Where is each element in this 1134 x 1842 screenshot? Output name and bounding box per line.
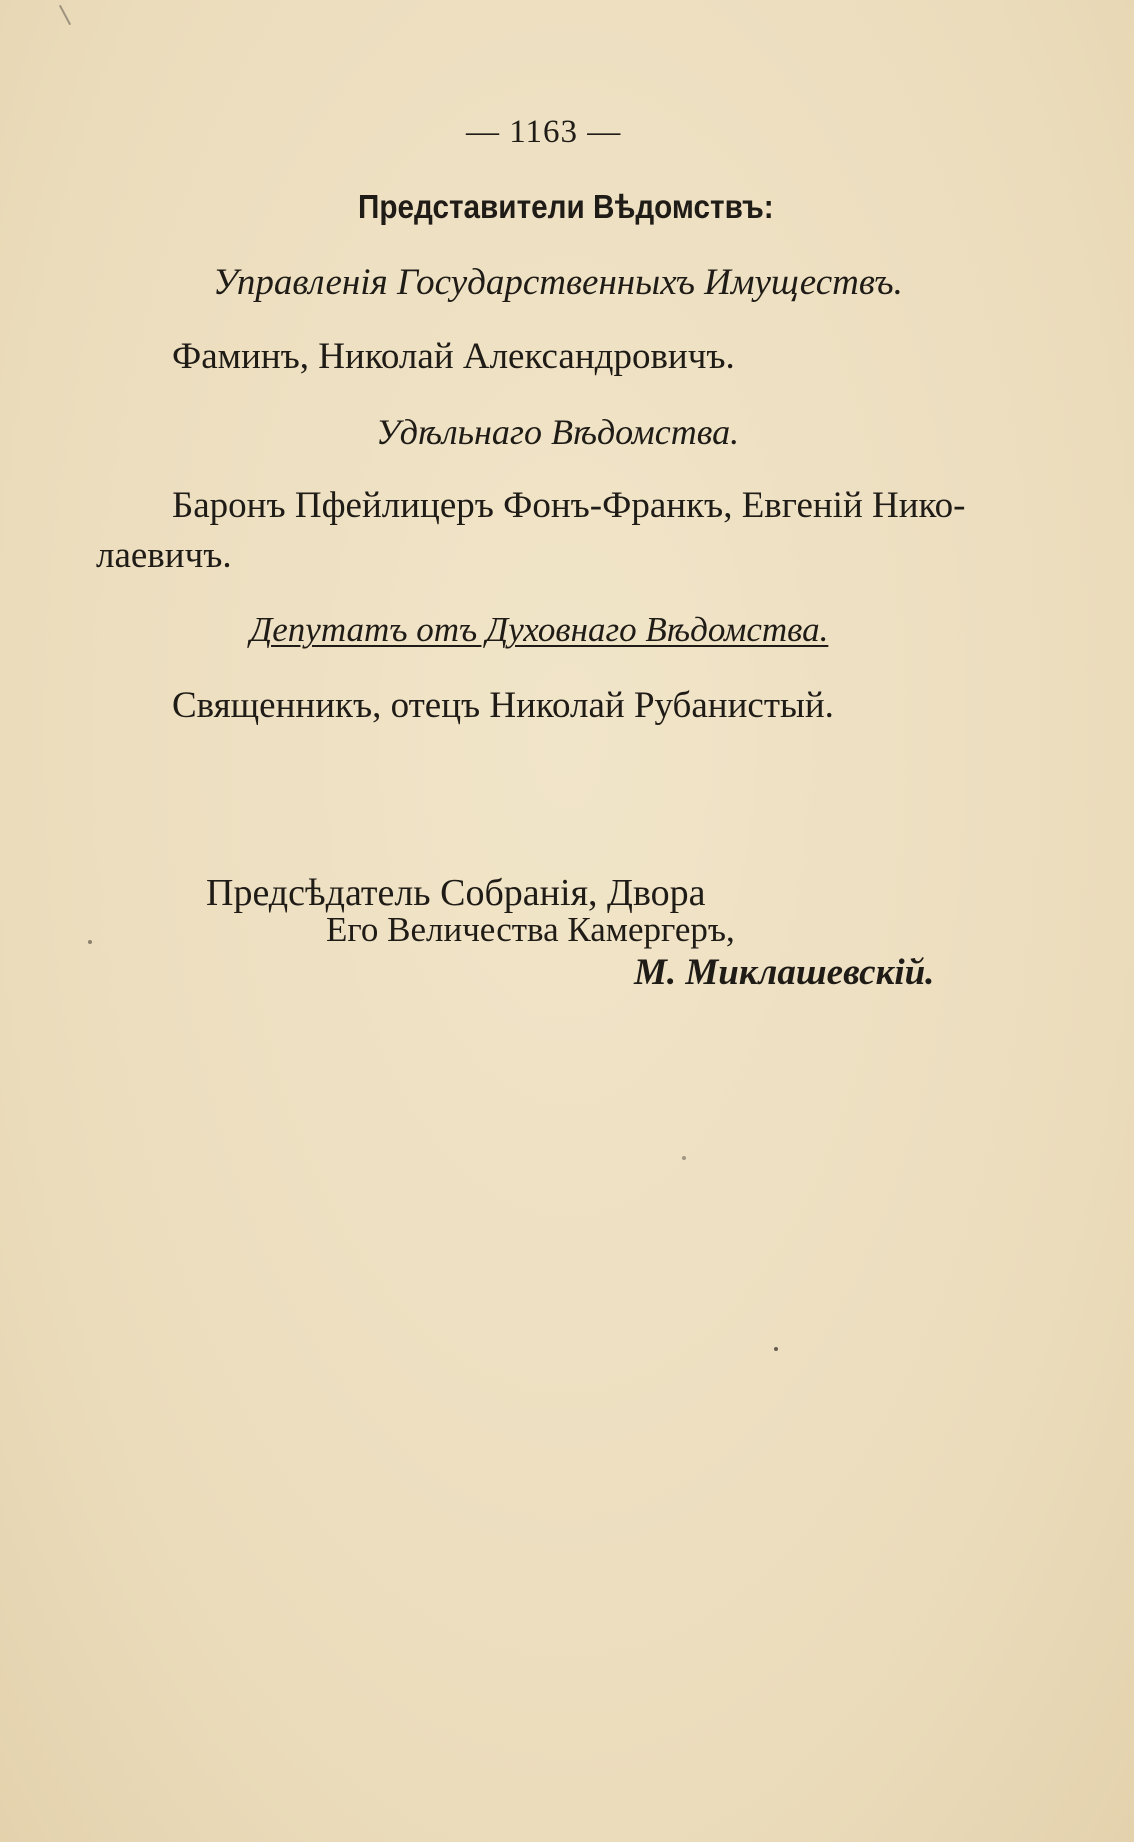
- pencil-mark: [59, 5, 71, 25]
- representative-name-line1: Баронъ Пфейлицеръ Фонъ-Франкъ, Евгеній Нико-: [172, 485, 966, 526]
- page-number: — 1163 —: [466, 114, 622, 150]
- representative-name: Фаминъ, Николай Александровичъ.: [172, 336, 735, 377]
- representative-name: Священникъ, отецъ Николай Рубанистый.: [172, 685, 834, 726]
- chairman-title-line2: Его Величества Камергеръ,: [326, 910, 735, 949]
- show-through-text: [110, 175, 118, 209]
- stray-mark: [682, 1156, 686, 1160]
- section-heading: Представители Вѣдомствъ:: [358, 188, 774, 225]
- department-title-appanage: Удѣльнаго Вѣдомства.: [376, 412, 740, 452]
- department-title-state-property: Управленія Государственныхъ Имуществъ.: [213, 262, 903, 303]
- signature-name: М. Миклашевскій.: [634, 952, 935, 993]
- stray-mark: [774, 1347, 778, 1351]
- stray-mark: [88, 940, 92, 944]
- chairman-title-line1: Предсѣдатель Собранія, Двора: [206, 872, 706, 914]
- representative-name-line2: лаевичъ.: [96, 535, 232, 576]
- department-title-clergy: Депутатъ отъ Духовнаго Вѣдомства.: [250, 610, 829, 649]
